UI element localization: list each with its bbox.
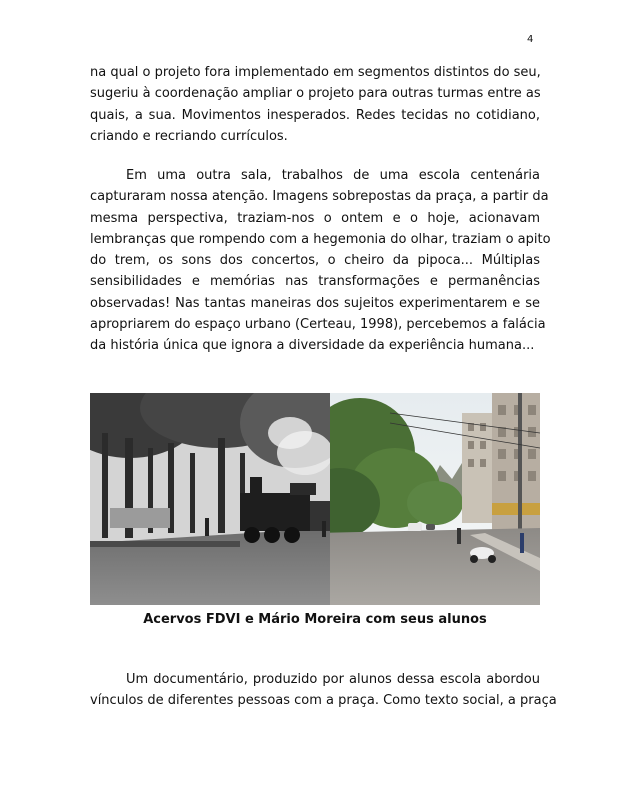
town-square-photo	[90, 393, 540, 605]
historic-square-scene	[90, 393, 350, 605]
paragraph-1	[90, 62, 540, 147]
paragraph-line: vínculos de diferentes pessoas com a praça. Como texto social, a praça	[90, 693, 557, 709]
paragraph-line: na qual o projeto fora implementado em segmentos distintos do seu,	[90, 65, 541, 80]
paragraph-line: apropriarem do espaço urbano (Certeau, 1998), percebemos a falácia	[90, 317, 546, 333]
figure-caption: Acervos FDVI e Mário Moreira com seus alunos	[143, 612, 487, 627]
paragraph-line: observadas! Nas tantas maneiras dos sujeitos experimentarem e se	[90, 295, 540, 311]
paragraph-line: do trem, os sons dos concertos, o cheiro da pipoca... Múltiplas	[90, 253, 540, 269]
paragraph-line: criando e recriando currículos.	[90, 128, 288, 144]
paragraph-line: mesma perspectiva, traziam-nos o ontem e o hoje, acionavam	[90, 210, 540, 226]
paragraph-3	[90, 669, 557, 712]
paragraph-line: sugeriu à coordenação ampliar o projeto para outras turmas entre as	[90, 86, 541, 102]
page-number: 4	[527, 34, 534, 45]
paragraph-line: capturaram nossa atenção. Imagens sobrepostas da praça, a partir da	[90, 189, 549, 205]
paragraph-line: Um documentário, produzido por alunos dessa escola abordou	[126, 672, 540, 687]
paragraph-line: sensibilidades e memórias nas transformações e permanências	[90, 274, 540, 290]
paragraph-2	[90, 165, 551, 357]
photo-collage	[90, 393, 540, 605]
paragraph-line: da história única que ignora a diversidade da experiência humana...	[90, 338, 535, 354]
paragraph-line: lembranças que rompendo com a hegemonia do olhar, traziam o apito	[90, 231, 551, 247]
modern-street-scene	[300, 393, 540, 605]
paragraph-line: Em uma outra sala, trabalhos de uma escola centenária	[126, 168, 540, 183]
paragraph-line: quais, a sua. Movimentos inesperados. Redes tecidas no cotidiano,	[90, 107, 540, 123]
